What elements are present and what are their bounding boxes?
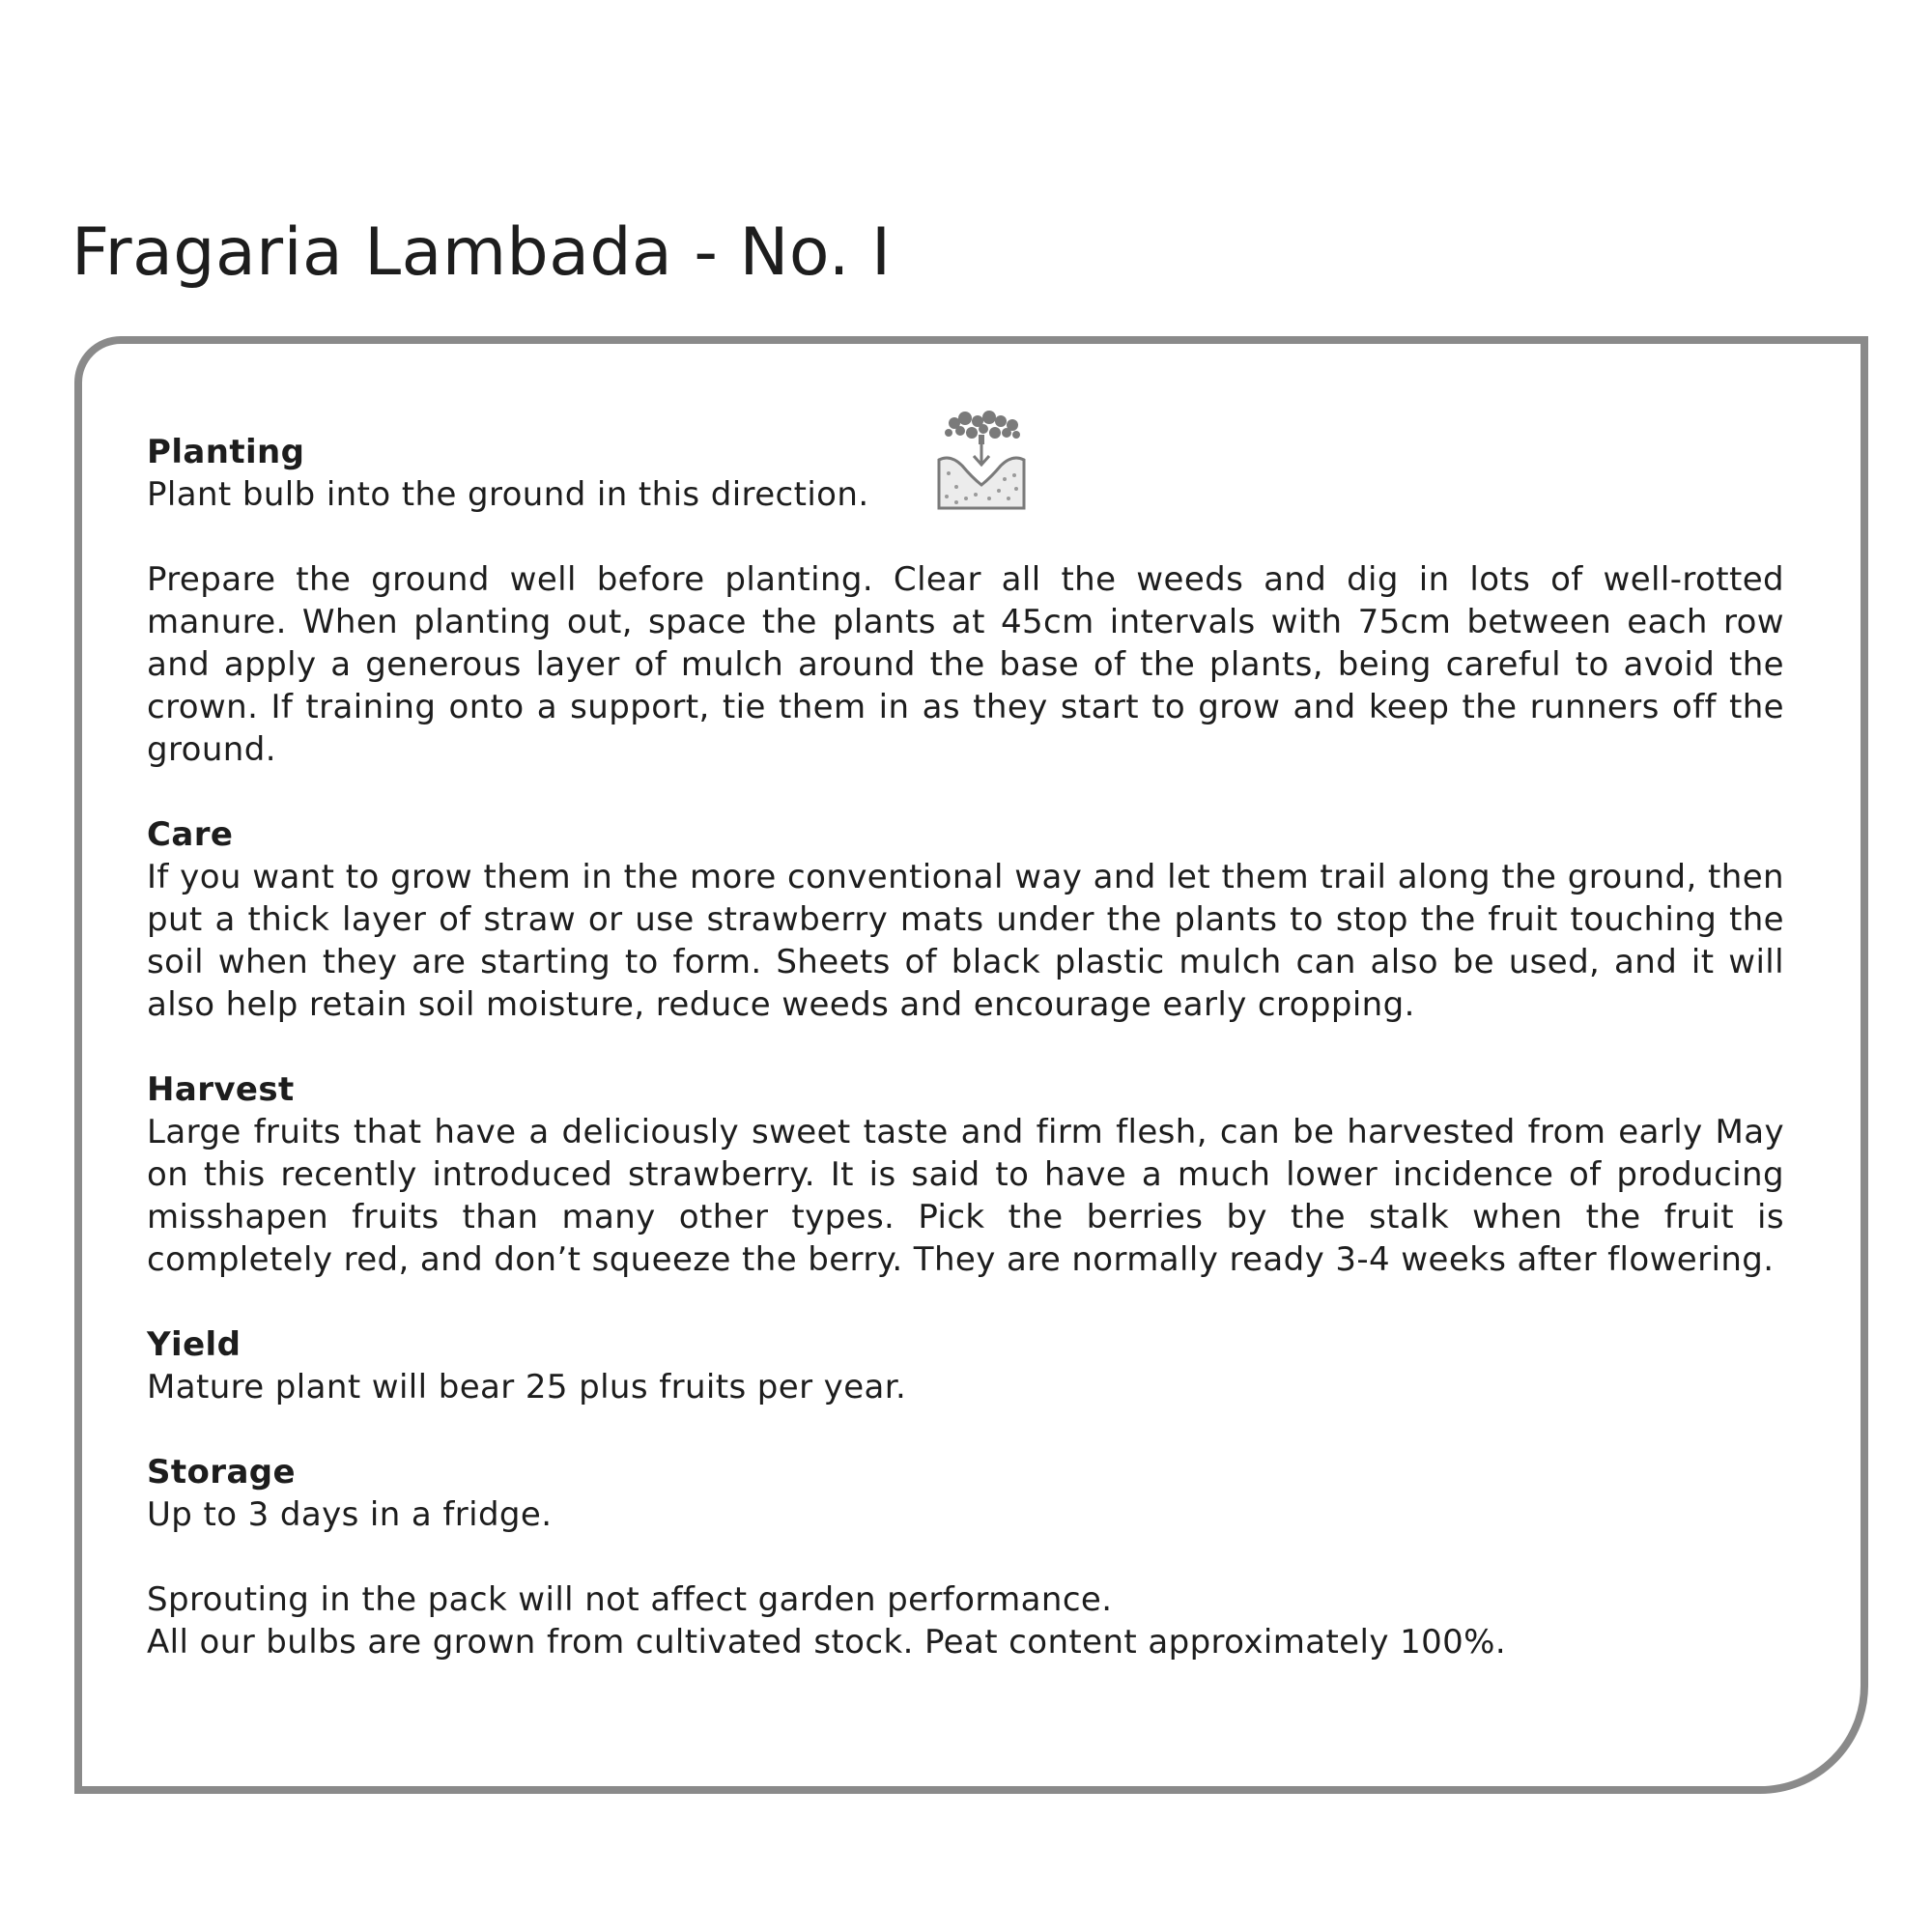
- care-instructions: [147, 431, 1784, 1706]
- planting-body: Prepare the ground well before planting. Clear all the weeds and dig in lots of well-rotted manure. When planting out, space the plants at 45cm intervals with 75cm between each row and apply a generous layer of mulch around the base of the plants, being careful to avoid the crown. If training onto a support, tie them in as they start to grow and keep the runners off the ground.: [147, 560, 1784, 769]
- harvest-heading: Harvest: [147, 1070, 295, 1109]
- sprouting-note: Sprouting in the pack will not affect garden performance.: [147, 1580, 1113, 1619]
- care-heading: Care: [147, 815, 234, 854]
- storage-section: [147, 1451, 1784, 1536]
- planting-heading: Planting: [147, 433, 305, 471]
- footer-notes: [147, 1578, 1784, 1663]
- harvest-body: Large fruits that have a deliciously sweet taste and firm flesh, can be harvested from early May on this recently introduced strawberry. It is said to have a much lower incidence of producing misshapen fruits than many other types. Pick the berries by the stalk when the fruit is completely red, and don’t squeeze the berry. They are normally ready 3-4 weeks after flowering.: [147, 1113, 1784, 1279]
- planting-section: [147, 431, 1784, 771]
- storage-heading: Storage: [147, 1453, 297, 1492]
- harvest-section: [147, 1068, 1784, 1281]
- care-section: [147, 813, 1784, 1026]
- care-body: If you want to grow them in the more conventional way and let them trail along the ground, then put a thick layer of straw or use strawberry mats under the plants to stop the fruit touching the soil when they are starting to form. Sheets of black plastic mulch can also be used, and it will also help retain soil moisture, reduce weeds and encourage early cropping.: [147, 858, 1784, 1024]
- storage-body: Up to 3 days in a fridge.: [147, 1495, 553, 1534]
- yield-heading: Yield: [147, 1325, 242, 1364]
- stock-note: All our bulbs are grown from cultivated stock. Peat content approximately 100%.: [147, 1623, 1507, 1662]
- yield-section: [147, 1323, 1784, 1408]
- page-title: Fragaria Lambada - No. I: [71, 214, 892, 291]
- yield-body: Mature plant will bear 25 plus fruits per year.: [147, 1368, 907, 1406]
- planting-intro: Plant bulb into the ground in this direction.: [147, 475, 869, 514]
